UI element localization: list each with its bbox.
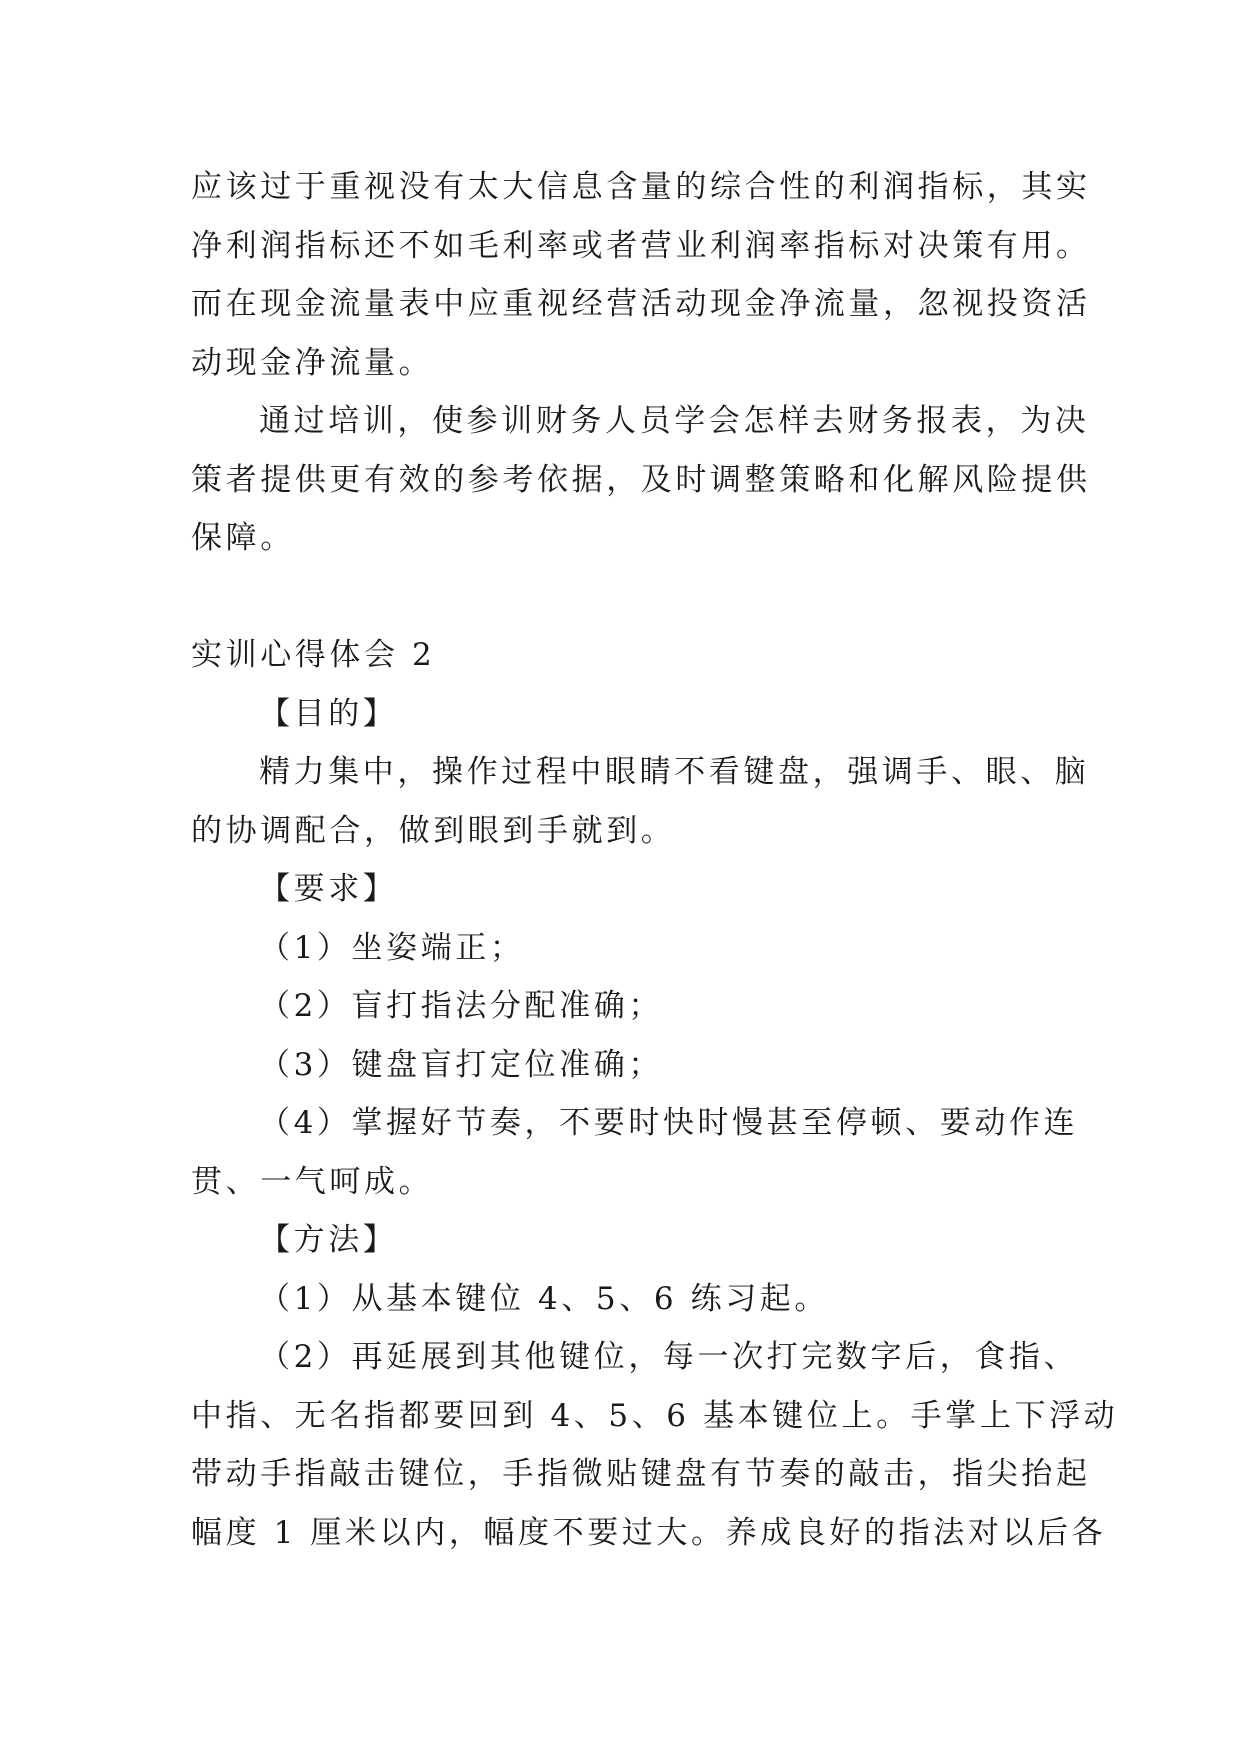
text-line: 而在现金流量表中应重视经营活动现金净流量，忽视投资活 (191, 286, 1091, 322)
paragraph (191, 626, 1051, 685)
text-line: 的协调配合，做到眼到手就到。 (191, 812, 676, 849)
text-line: （3）键盘盲打定位准确； (259, 1046, 663, 1083)
text-line: （2）盲打指法分配准确； (259, 988, 663, 1024)
text-line: 【要求】 (259, 871, 398, 907)
paragraph-gap (191, 568, 1051, 627)
paragraph (191, 1094, 1079, 1211)
text-line: 策者提供更有效的参考依据，及时调整策略和化解风险提供 (191, 461, 1091, 498)
text-line: 【目的】 (259, 695, 398, 732)
text-line: 实训心得体会 2 (191, 637, 436, 673)
text-line: 净利润指标还不如毛利率或者营业利润率指标对决策有用。 (191, 227, 1091, 264)
text-line: 幅度 1 厘米以内，幅度不要过大。养成良好的指法对以后各 (191, 1514, 1107, 1551)
paragraph (191, 158, 1091, 392)
text-line: 中指、无名指都要回到 4、5、6 基本键位上。手掌上下浮动 (191, 1397, 1119, 1434)
text-line: 贯、一气呵成。 (191, 1163, 434, 1200)
paragraph (191, 860, 1051, 919)
text-line: 通过培训，使参训财务人员学会怎样去财务报表，为决 (259, 403, 1090, 439)
document-page (191, 158, 1119, 1562)
paragraph (191, 977, 1051, 1036)
paragraph (191, 1036, 1051, 1095)
paragraph (191, 919, 1051, 978)
text-line: 精力集中，操作过程中眼睛不看键盘，强调手、眼、脑 (259, 754, 1090, 790)
paragraph (191, 1211, 1051, 1270)
paragraph (191, 392, 1091, 568)
text-line: （1）从基本键位 4、5、6 练习起。 (259, 1280, 829, 1317)
text-line: （1）坐姿端正； (259, 929, 525, 966)
paragraph (191, 1328, 1119, 1562)
text-line: 带动手指敲击键位，手指微贴键盘有节奏的敲击，指尖抬起 (191, 1456, 1091, 1492)
text-line: 动现金净流量。 (191, 344, 434, 381)
paragraph (191, 743, 1090, 860)
text-line: 应该过于重视没有太大信息含量的综合性的利润指标，其实 (191, 169, 1091, 205)
text-line: 【方法】 (259, 1222, 398, 1258)
paragraph (191, 1270, 1051, 1329)
paragraph (191, 685, 1051, 744)
text-line: （2）再延展到其他键位，每一次打完数字后，食指、 (259, 1339, 1079, 1375)
text-line: （4）掌握好节奏，不要时快时慢甚至停顿、要动作连 (259, 1105, 1079, 1141)
text-line: 保障。 (191, 520, 295, 556)
